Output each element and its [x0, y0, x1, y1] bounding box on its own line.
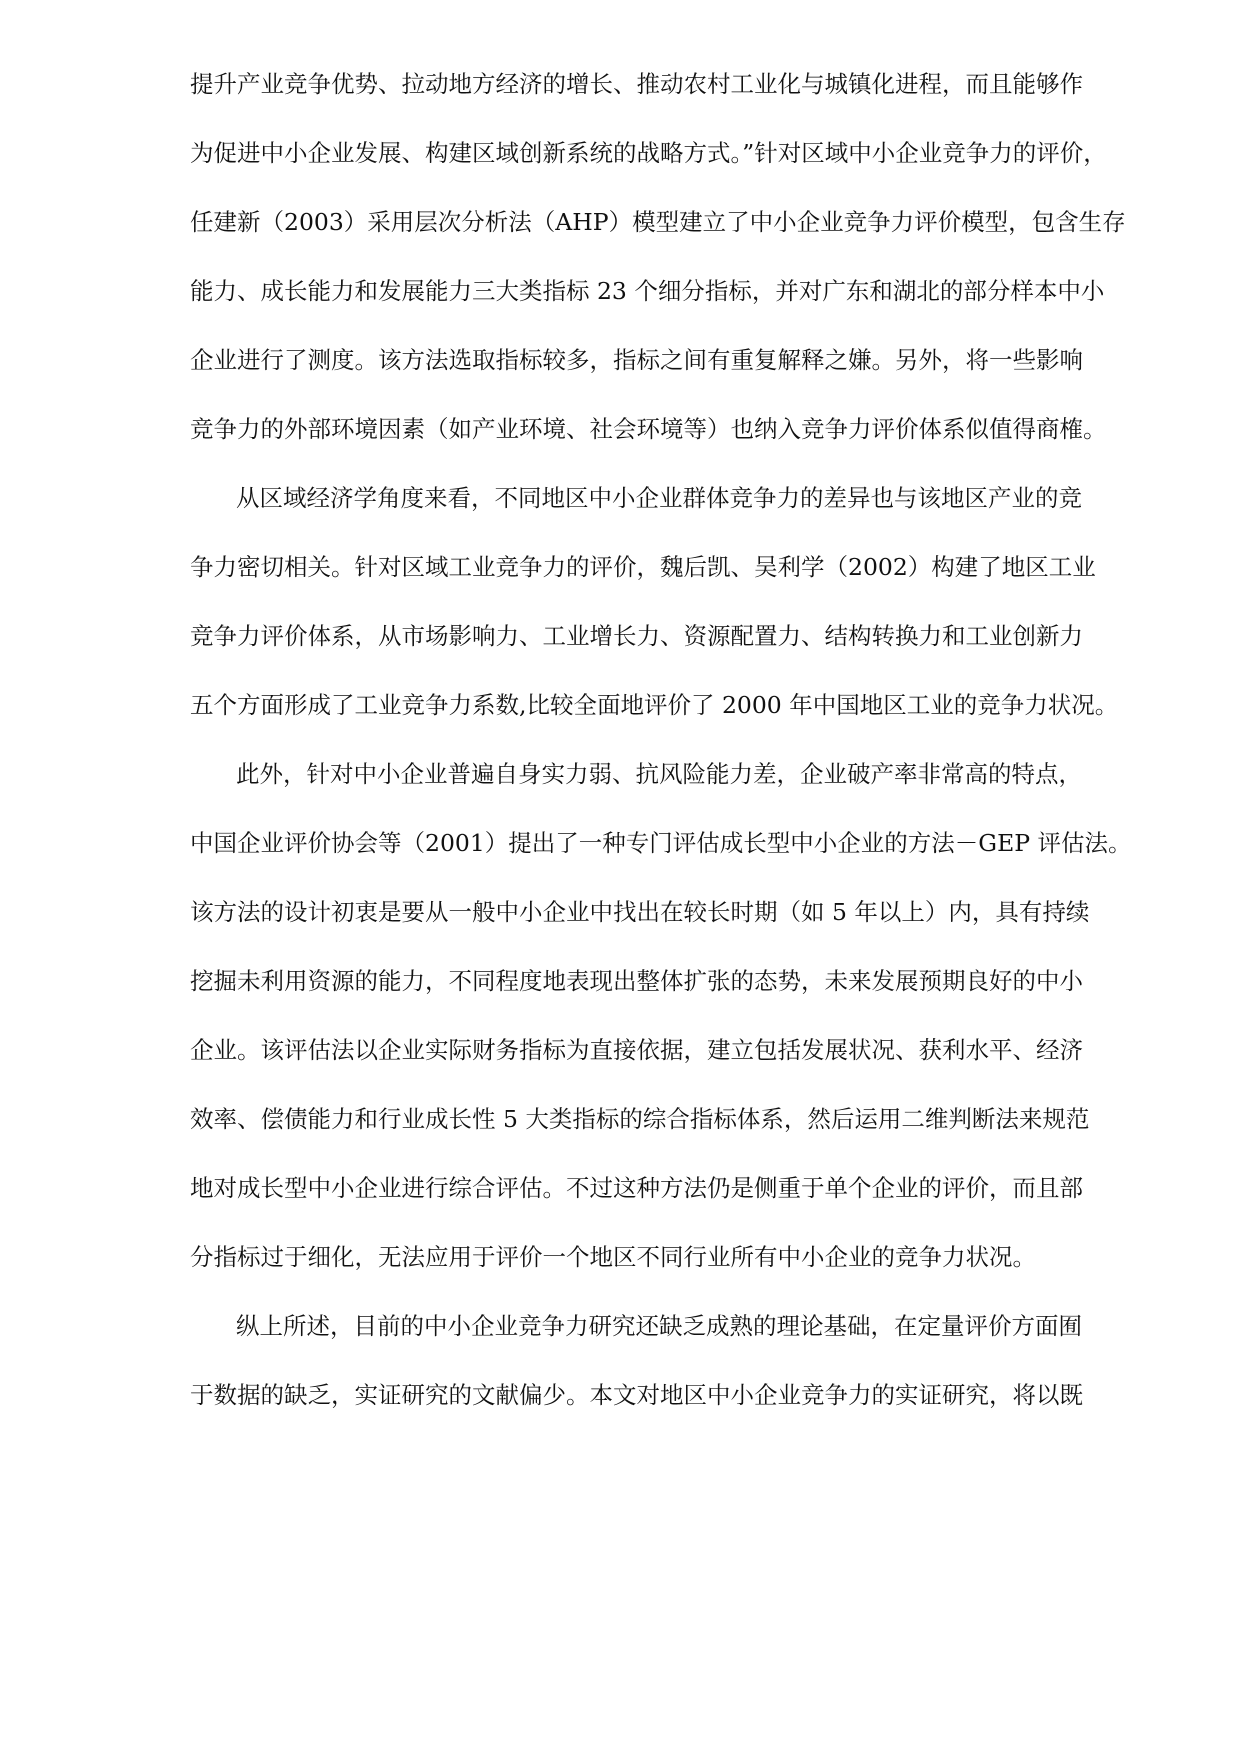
text-line: 提升产业竞争优势、拉动地方经济的增长、推动农村工业化与城镇化进程，而且能够作 [190, 70, 1083, 98]
text-line: 竞争力的外部环境因素（如产业环境、社会环境等）也纳入竞争力评价体系似值得商榷。 [190, 415, 1107, 443]
text-line: 争力密切相关。针对区域工业竞争力的评价，魏后凯、吴利学（2002）构建了地区工业 [190, 553, 1096, 581]
text-line: 于数据的缺乏，实证研究的文献偏少。本文对地区中小企业竞争力的实证研究，将以既 [190, 1381, 1083, 1409]
text-line: 竞争力评价体系，从市场影响力、工业增长力、资源配置力、结构转换力和工业创新力 [190, 622, 1083, 650]
text-line: 中国企业评价协会等（2001）提出了一种专门评估成长型中小企业的方法－GEP 评估法。 [190, 829, 1132, 857]
text-line: 企业进行了测度。该方法选取指标较多，指标之间有重复解释之嫌。另外，将一些影响 [190, 346, 1083, 374]
text-line: 企业。该评估法以企业实际财务指标为直接依据，建立包括发展状况、获利水平、经济 [190, 1036, 1083, 1064]
text-line: 五个方面形成了工业竞争力系数,比较全面地评价了 2000 年中国地区工业的竞争力状况。 [190, 691, 1119, 719]
text-line: 为促进中小企业发展、构建区域创新系统的战略方式。”针对区域中小企业竞争力的评价， [190, 139, 1107, 167]
text-line: 地对成长型中小企业进行综合评估。不过这种方法仍是侧重于单个企业的评价，而且部 [190, 1174, 1083, 1202]
paragraph-first-line: 此外，针对中小企业普遍自身实力弱、抗风险能力差，企业破产率非常高的特点， [236, 760, 1082, 788]
text-line: 效率、偿债能力和行业成长性 5 大类指标的综合指标体系，然后运用二维判断法来规范 [190, 1105, 1090, 1133]
text-line: 任建新（2003）采用层次分析法（AHP）模型建立了中小企业竞争力评价模型，包含生存 [190, 208, 1126, 236]
paragraph-first-line: 纵上所述，目前的中小企业竞争力研究还缺乏成熟的理论基础，在定量评价方面囿 [236, 1312, 1082, 1340]
paragraph-first-line: 从区域经济学角度来看，不同地区中小企业群体竞争力的差异也与该地区产业的竞 [236, 484, 1082, 512]
text-line: 能力、成长能力和发展能力三大类指标 23 个细分指标，并对广东和湖北的部分样本中小 [190, 277, 1105, 305]
text-line: 该方法的设计初衷是要从一般中小企业中找出在较长时期（如 5 年以上）内，具有持续 [190, 898, 1090, 926]
text-line: 分指标过于细化，无法应用于评价一个地区不同行业所有中小企业的竞争力状况。 [190, 1243, 1036, 1271]
text-line: 挖掘未利用资源的能力，不同程度地表现出整体扩张的态势，未来发展预期良好的中小 [190, 967, 1083, 995]
